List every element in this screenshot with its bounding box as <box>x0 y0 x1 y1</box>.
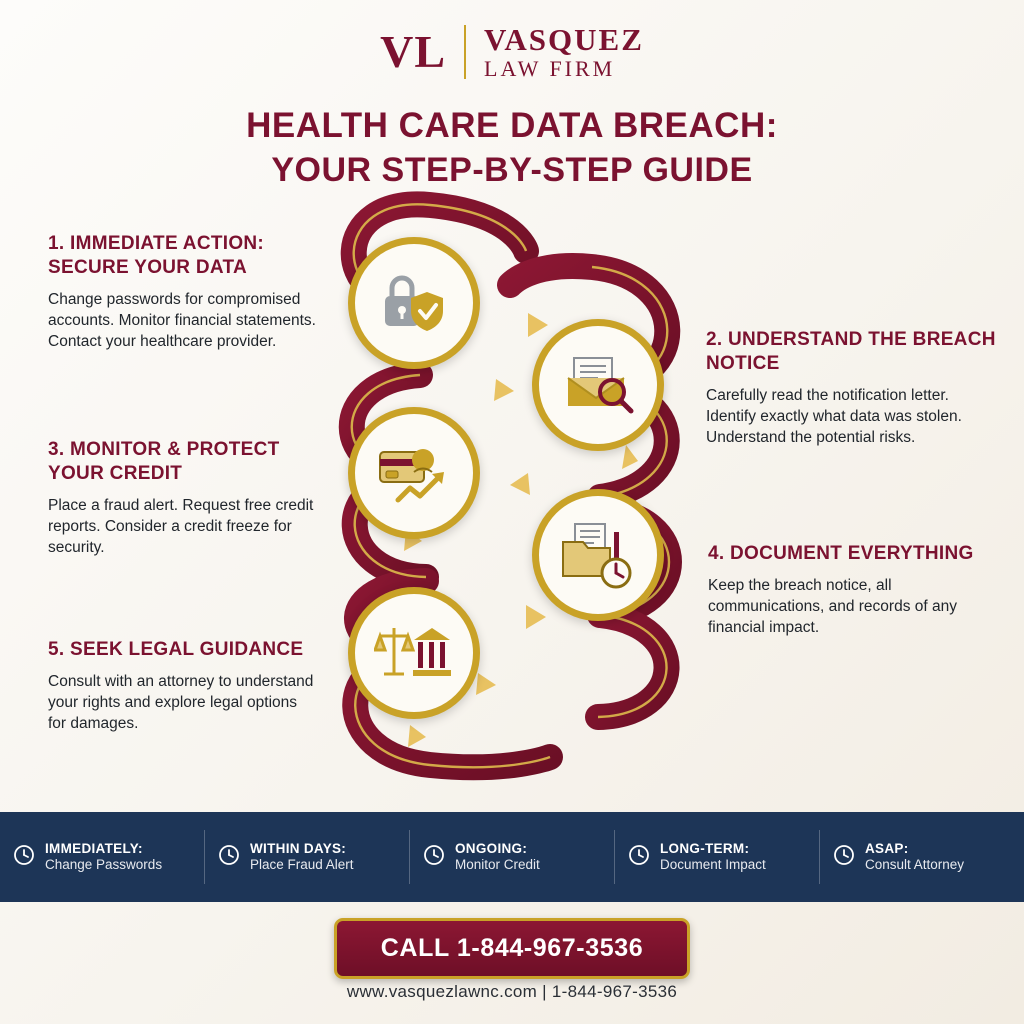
logo-firm-subtitle: LAW FIRM <box>484 55 616 81</box>
step-1-body: Change passwords for compromised accounts. Monitor financial statements. Contact your healthcare provider. <box>48 291 316 350</box>
step-5-body: Consult with an attorney to understand your rights and explore legal options for damages. <box>48 673 314 732</box>
clock-icon <box>423 844 445 871</box>
timeline-bar <box>0 812 1024 902</box>
timeline-item-asap <box>820 830 1024 884</box>
step-4-heading: 4. DOCUMENT EVERYTHING <box>708 543 974 564</box>
step-1-heading: 1. IMMEDIATE ACTION: SECURE YOUR DATA <box>48 233 265 278</box>
timeline-item-ongoing <box>410 830 615 884</box>
timeline-value: Monitor Credit <box>455 857 540 872</box>
step-1-icon-node <box>348 237 480 369</box>
step-2-heading: 2. UNDERSTAND THE BREACH NOTICE <box>706 329 996 374</box>
timeline-item-immediately <box>0 830 205 884</box>
timeline-label: IMMEDIATELY: <box>45 840 143 856</box>
step-3-heading: 3. MONITOR & PROTECT YOUR CREDIT <box>48 439 280 484</box>
step-3-icon-node <box>348 407 480 539</box>
process-flow-graphic <box>300 185 730 805</box>
step-5-text <box>48 638 316 734</box>
logo-monogram: VL <box>380 25 447 77</box>
step-5-heading: 5. SEEK LEGAL GUIDANCE <box>48 639 304 660</box>
timeline-value: Consult Attorney <box>865 857 965 872</box>
step-1-text <box>48 232 316 352</box>
clock-icon <box>13 844 35 871</box>
lock-and-shield-icon <box>377 266 451 340</box>
title-line-2: YOUR STEP-BY-STEP GUIDE <box>271 151 753 189</box>
timeline-value: Change Passwords <box>45 857 163 872</box>
page-title <box>0 104 1024 192</box>
logo-firm-name: VASQUEZ <box>484 22 644 57</box>
timeline-label: ASAP: <box>865 840 909 856</box>
step-3-text <box>48 438 326 558</box>
call-button[interactable]: CALL 1-844-967-3536 <box>334 918 690 979</box>
brand-logo <box>0 24 1024 80</box>
clock-icon <box>833 844 855 871</box>
logo-divider <box>464 25 466 79</box>
timeline-value: Place Fraud Alert <box>250 857 354 872</box>
step-2-icon-node <box>532 319 664 451</box>
timeline-label: ONGOING: <box>455 840 528 856</box>
timeline-label: LONG-TERM: <box>660 840 750 856</box>
letter-magnifier-icon <box>560 348 636 422</box>
step-4-body: Keep the breach notice, all communications, and records of any financial impact. <box>708 577 957 636</box>
folder-documents-clock-icon <box>559 518 637 592</box>
timeline-label: WITHIN DAYS: <box>250 840 347 856</box>
cta-section <box>0 918 1024 979</box>
step-2-body: Carefully read the notification letter. Identify exactly what data was stolen. Understand the potential risks. <box>706 387 962 446</box>
credit-card-chart-icon <box>376 438 452 508</box>
step-5-icon-node <box>348 587 480 719</box>
step-3-body: Place a fraud alert. Request free credit reports. Consider a credit freeze for security. <box>48 497 314 556</box>
step-4-text <box>708 542 994 638</box>
clock-icon <box>628 844 650 871</box>
step-2-text <box>706 328 998 448</box>
step-4-icon-node <box>532 489 664 621</box>
scales-courthouse-icon <box>374 618 454 688</box>
timeline-item-within-days <box>205 830 410 884</box>
timeline-item-long-term <box>615 830 820 884</box>
footer-contact[interactable]: www.vasquezlawnc.com | 1-844-967-3536 <box>346 982 678 1001</box>
clock-icon <box>218 844 240 871</box>
timeline-value: Document Impact <box>660 857 766 872</box>
title-line-1: HEALTH CARE DATA BREACH: <box>246 106 778 145</box>
